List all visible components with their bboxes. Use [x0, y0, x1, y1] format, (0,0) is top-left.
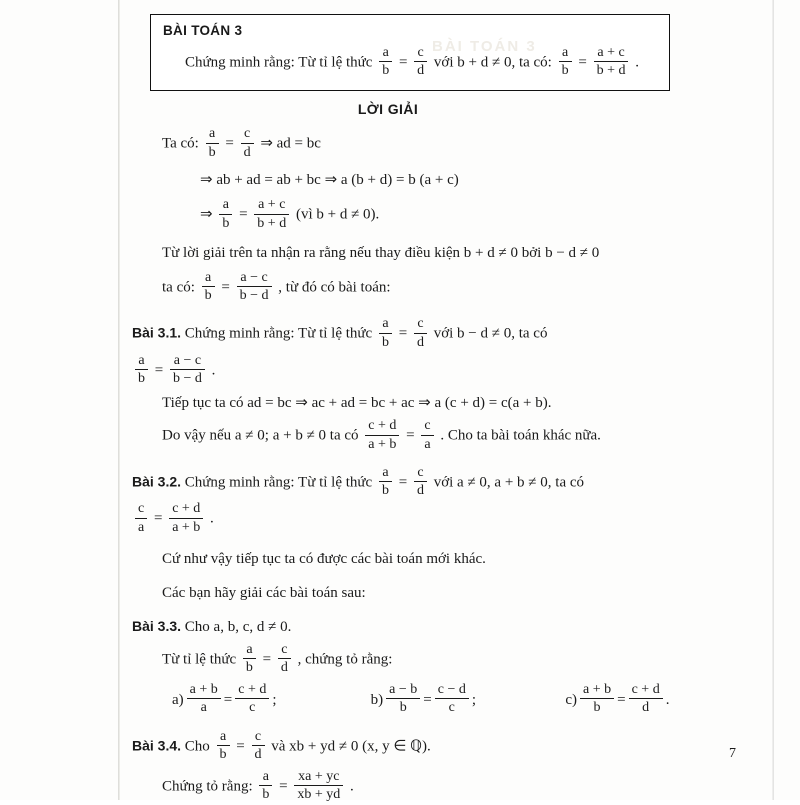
equals-sign-item-b: =	[423, 691, 432, 708]
item-c-end: .	[665, 691, 670, 708]
exercise-3-3-item-c	[565, 683, 764, 717]
watermark-text: BÀI TOÁN 3	[432, 38, 537, 55]
equals-sign-remark: =	[221, 279, 230, 296]
exercise-3-3-items	[132, 683, 764, 717]
solution-step-1-implication: ⇒ ad = bc	[260, 136, 321, 153]
exercise-3-3-item-b	[371, 683, 566, 717]
fraction-a-over-b-2: $\frac{a}{b}$	[559, 45, 572, 79]
exercise-3-1-follow-1: Tiếp tục ta có ad = bc ⇒ ac + ad = bc + ac ⇒ a (c + d) = c(a + b).	[162, 395, 552, 412]
exercise-3-3-lead-line	[132, 643, 764, 677]
item-a-end: ;	[272, 691, 277, 708]
exercise-3-4-prove-tail: .	[350, 778, 354, 795]
equals-sign-item-c: =	[617, 691, 626, 708]
page-content	[132, 14, 764, 803]
fraction-c-over-a-32: $\frac{c}{a}$	[135, 501, 147, 535]
problem-condition: với b + d ≠ 0, ta có:	[433, 54, 552, 71]
fraction-c-over-d-34: $\frac{c}{d}$	[252, 729, 265, 763]
solution-step-3-note: (vì b + d ≠ 0).	[295, 206, 380, 223]
exercise-3-2-result-tail: .	[210, 511, 214, 528]
fraction-c-over-d: $\frac{c}{d}$	[414, 45, 427, 79]
exercise-3-3-lead: Từ tỉ lệ thức	[162, 651, 237, 668]
fraction-a-over-b-31: $\frac{a}{b}$	[379, 316, 392, 350]
solution-heading: LỜI GIẢI	[357, 101, 419, 118]
fraction-a-over-b-31-result: $\frac{a}{b}$	[135, 353, 148, 387]
fraction-a-plus-c-over-b-plus-d: $\frac{a + c}{b + d}$	[594, 45, 629, 79]
equals-sign-32-result: =	[153, 511, 163, 528]
fraction-a-minus-b-over-b: $\frac{a - b}{b}$	[386, 682, 420, 716]
fraction-a-over-b-34-prove: $\frac{a}{b}$	[259, 769, 272, 803]
fraction-c-over-d-33: $\frac{c}{d}$	[278, 642, 291, 676]
exercise-3-3-text: Cho a, b, c, d ≠ 0.	[184, 619, 292, 636]
problem-box	[150, 14, 670, 91]
solution-step-2: ⇒ ab + ad = ab + bc ⇒ a (b + d) = b (a + c)	[200, 171, 459, 188]
exercise-3-1-label: Bài 3.1.	[132, 325, 182, 342]
fraction-a-plus-b-over-a: $\frac{a + b}{a}$	[187, 682, 221, 716]
exercise-3-2	[132, 466, 764, 537]
fraction-a-minus-c-over-b-minus-d: $\frac{a - c}{b - d}$	[237, 270, 272, 304]
item-a-marker: a)	[172, 691, 184, 708]
exercise-3-1-follow-2	[132, 419, 764, 453]
fraction-a-over-b-step1: $\frac{a}{b}$	[206, 126, 219, 160]
fraction-a-over-b-step3: $\frac{a}{b}$	[219, 197, 232, 231]
solution-remark-1: Từ lời giải trên ta nhận ra rằng nếu thay điều kiện b + d ≠ 0 bởi b − d ≠ 0	[162, 244, 600, 261]
item-c-marker: c)	[565, 691, 577, 708]
fraction-a-over-b-remark: $\frac{a}{b}$	[202, 270, 215, 304]
exercise-3-1-text-after: với b − d ≠ 0, ta có	[433, 326, 548, 343]
solution-step-3	[132, 198, 764, 232]
exercise-3-1-statement	[132, 317, 764, 351]
exercise-3-2-statement	[132, 466, 764, 500]
equals-sign-step1: =	[225, 136, 234, 153]
exercise-3-1-result	[132, 354, 764, 388]
fraction-c-over-d-32: $\frac{c}{d}$	[414, 465, 427, 499]
fraction-xa-plus-yc-over-xb-plus-yd: $\frac{xa + yc}{xb + yd}$	[294, 769, 343, 803]
fraction-c-over-a: $\frac{c}{a}$	[421, 418, 433, 452]
fraction-a-over-b: $\frac{a}{b}$	[379, 45, 392, 79]
solution-step-1-lead: Ta có:	[162, 136, 199, 153]
exercise-3-4-prove-line	[132, 770, 764, 804]
exercise-3-4-prove-lead: Chứng tỏ rằng:	[162, 778, 253, 795]
fraction-c-over-d-31: $\frac{c}{d}$	[414, 316, 427, 350]
exercise-3-2-text-before: Chứng minh rằng: Từ tỉ lệ thức	[184, 474, 373, 491]
exercise-3-1-text-before: Chứng minh rằng: Từ tỉ lệ thức	[184, 326, 373, 343]
fraction-a-minus-c-over-b-minus-d-31: $\frac{a - c}{b - d}$	[170, 353, 205, 387]
closing-line-1: Cứ như vậy tiếp tục ta có được các bài toán mới khác.	[162, 550, 486, 567]
item-b-end: ;	[471, 691, 477, 708]
exercise-3-3-statement	[132, 613, 764, 642]
exercise-3-4-label: Bài 3.4.	[132, 737, 182, 754]
fraction-c-plus-d-over-a-plus-b: $\frac{c + d}{a + b}$	[365, 418, 399, 452]
equals-sign: =	[398, 54, 408, 71]
exercise-3-3-item-a	[172, 683, 371, 717]
fraction-a-plus-b-over-b: $\frac{a + b}{b}$	[580, 682, 614, 716]
fraction-c-plus-d-over-c: $\frac{c + d}{c}$	[235, 682, 269, 716]
equals-sign-2: =	[578, 54, 587, 71]
exercise-3-3	[132, 613, 764, 717]
problem-statement	[163, 46, 659, 80]
fraction-a-over-b-33: $\frac{a}{b}$	[243, 642, 256, 676]
equals-sign-31: =	[398, 326, 408, 343]
page-edge-left	[118, 0, 120, 800]
exercise-3-4-text-after: và xb + yd ≠ 0 (x, y ∈ ℚ).	[271, 738, 431, 755]
solution-remark-2-tail: , từ đó có bài toán:	[278, 279, 391, 296]
exercise-3-1	[132, 317, 764, 453]
page-edge-right	[772, 0, 774, 800]
exercise-3-4-statement	[132, 730, 764, 764]
problem-period: .	[635, 54, 639, 71]
solution-step-3-implies: ⇒	[200, 206, 213, 223]
item-b-marker: b)	[370, 691, 384, 708]
exercise-3-2-label: Bài 3.2.	[132, 473, 182, 490]
fraction-a-over-b-34: $\frac{a}{b}$	[217, 729, 230, 763]
equals-sign-31-result: =	[154, 362, 164, 379]
exercise-3-1-result-tail: .	[211, 362, 216, 379]
solution-step-1	[132, 127, 764, 161]
exercise-3-4	[132, 730, 764, 805]
problem-title: BÀI TOÁN 3	[163, 23, 243, 38]
fraction-a-over-b-32: $\frac{a}{b}$	[379, 465, 392, 499]
exercise-3-1-follow-2-after: . Cho ta bài toán khác nữa.	[440, 428, 601, 445]
equals-sign-31-follow: =	[406, 428, 415, 445]
exercise-3-2-result	[132, 502, 764, 536]
fraction-a-plus-c-over-b-plus-d-step3: $\frac{a + c}{b + d}$	[254, 197, 289, 231]
solution-remark-2-lead: ta có:	[162, 279, 195, 296]
page-number: 7	[729, 746, 736, 761]
equals-sign-34-prove: =	[279, 778, 288, 795]
exercise-3-1-follow-2-before: Do vậy nếu a ≠ 0; a + b ≠ 0 ta có	[162, 428, 359, 445]
equals-sign-34: =	[236, 738, 245, 755]
exercise-3-3-tail: , chứng tỏ rằng:	[297, 651, 393, 668]
exercise-3-2-text-after: với a ≠ 0, a + b ≠ 0, ta có	[433, 474, 585, 491]
equals-sign-32: =	[398, 474, 408, 491]
fraction-c-minus-d-over-c: $\frac{c - d}{c}$	[435, 682, 469, 716]
solution-remark-2	[132, 271, 764, 305]
fraction-c-plus-d-over-a-plus-b-32: $\frac{c + d}{a + b}$	[169, 501, 203, 535]
equals-sign-step3: =	[239, 206, 248, 223]
fraction-c-plus-d-over-d: $\frac{c + d}{d}$	[629, 682, 663, 716]
closing-line-2: Các bạn hãy giải các bài toán sau:	[162, 585, 366, 602]
exercise-3-4-text-before: Cho	[184, 738, 210, 755]
problem-statement-prefix: Chứng minh rằng: Từ tỉ lệ thức	[185, 54, 373, 71]
equals-sign-33: =	[262, 651, 272, 668]
equals-sign-item-a: =	[223, 691, 233, 708]
fraction-c-over-d-step1: $\frac{c}{d}$	[241, 126, 254, 160]
exercise-3-3-label: Bài 3.3.	[132, 618, 182, 635]
